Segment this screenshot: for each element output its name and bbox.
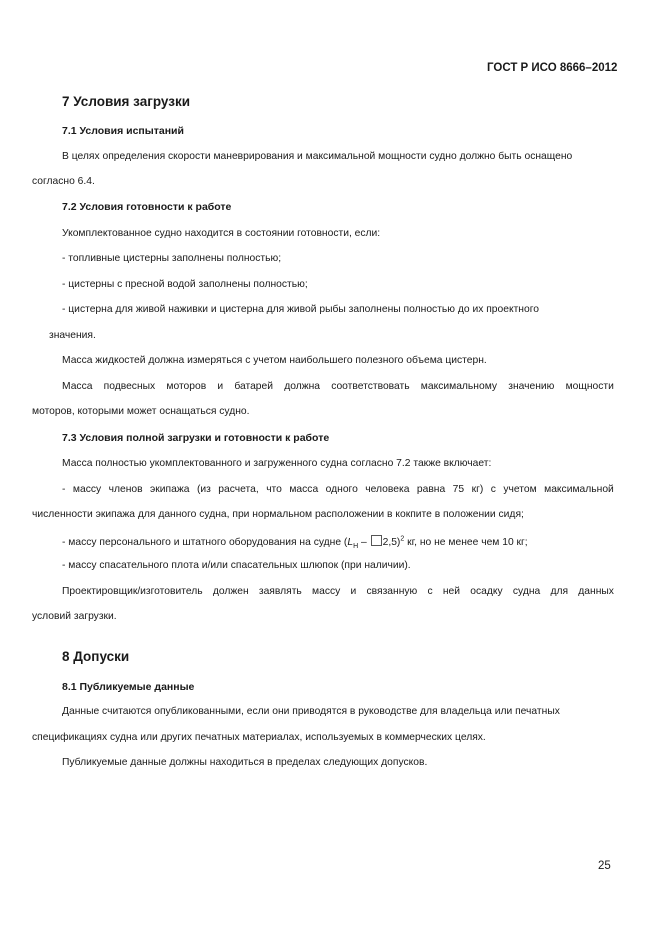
- paragraph-7-3-intro: Масса полностью укомплектованного и загруженного судна согласно 7.2 также включает:: [62, 458, 492, 469]
- subsection-8-1-heading: 8.1 Публикуемые данные: [62, 681, 195, 693]
- paragraph-8-1-line1: Данные считаются опубликованными, если они приводятся в руководстве для владельца или печатных: [62, 706, 560, 717]
- list-item-bait-tanks-line2: значения.: [49, 330, 96, 341]
- list-item-equipment: - массу персонального и штатного оборудования на судне $(L_H - 2,5)^2$ кг, но не менее чем 10 кг;: [62, 535, 528, 551]
- paragraph-8-1-line2: спецификациях судна или других печатных материалах, используемых в коммерческих целях.: [32, 732, 486, 743]
- page-number: 25: [598, 860, 611, 872]
- list-item-water-tanks: - цистерны с пресной водой заполнены полностью;: [62, 279, 308, 290]
- paragraph-designer-line2: условий загрузки.: [32, 611, 117, 622]
- list-item-bait-tanks-line1: - цистерна для живой наживки и цистерна для живой рыбы заполнены полностью до их проектного: [62, 304, 539, 315]
- missing-glyph-icon: [371, 535, 382, 546]
- subsection-7-1-heading: 7.1 Условия испытаний: [62, 125, 184, 137]
- list-item-crew-line2: численности экипажа для данного судна, при нормальном расположении в кокпите в положении сидя;: [32, 509, 524, 520]
- paragraph-designer-line1: Проектировщик/изготовитель должен заявлять массу и связанную с ней осадку судна для данных: [62, 586, 614, 597]
- subsection-7-3-heading: 7.3 Условия полной загрузки и готовности к работе: [62, 432, 330, 444]
- paragraph-liquid-mass: Масса жидкостей должна измеряться с учетом наибольшего полезного объема цистерн.: [62, 355, 487, 366]
- paragraph-7-2-intro: Укомплектованное судно находится в состоянии готовности, если:: [62, 228, 381, 239]
- list-item-crew-line1: - массу членов экипажа (из расчета, что масса одного человека равна 75 кг) с учетом максимальной: [62, 484, 614, 495]
- paragraph-motors-line2: моторов, которыми может оснащаться судно.: [32, 406, 250, 417]
- paragraph-motors-line1: Масса подвесных моторов и батарей должна соответствовать максимальному значению мощности: [62, 381, 614, 392]
- paragraph-7-1-line2: согласно 6.4.: [32, 176, 95, 187]
- section-8-heading: 8 Допуски: [62, 649, 130, 664]
- section-7-heading: 7 Условия загрузки: [62, 94, 191, 109]
- paragraph-8-1-tolerances: Публикуемые данные должны находиться в пределах следующих допусков.: [62, 757, 428, 768]
- formula-length-symbol: L: [347, 537, 354, 548]
- paragraph-7-1-line1: В целях определения скорости маневрирования и максимальной мощности судно должно быть оснащено: [62, 151, 573, 162]
- document-code: ГОСТ Р ИСО 8666–2012: [487, 62, 618, 74]
- list-item-rescue-equipment: - массу спасательного плота и/или спасательных шлюпок (при наличии).: [62, 560, 411, 571]
- subsection-7-2-heading: 7.2 Условия готовности к работе: [62, 201, 232, 213]
- formula-length-subscript: H: [353, 543, 359, 551]
- list-item-fuel-tanks: - топливные цистерны заполнены полностью;: [62, 253, 282, 264]
